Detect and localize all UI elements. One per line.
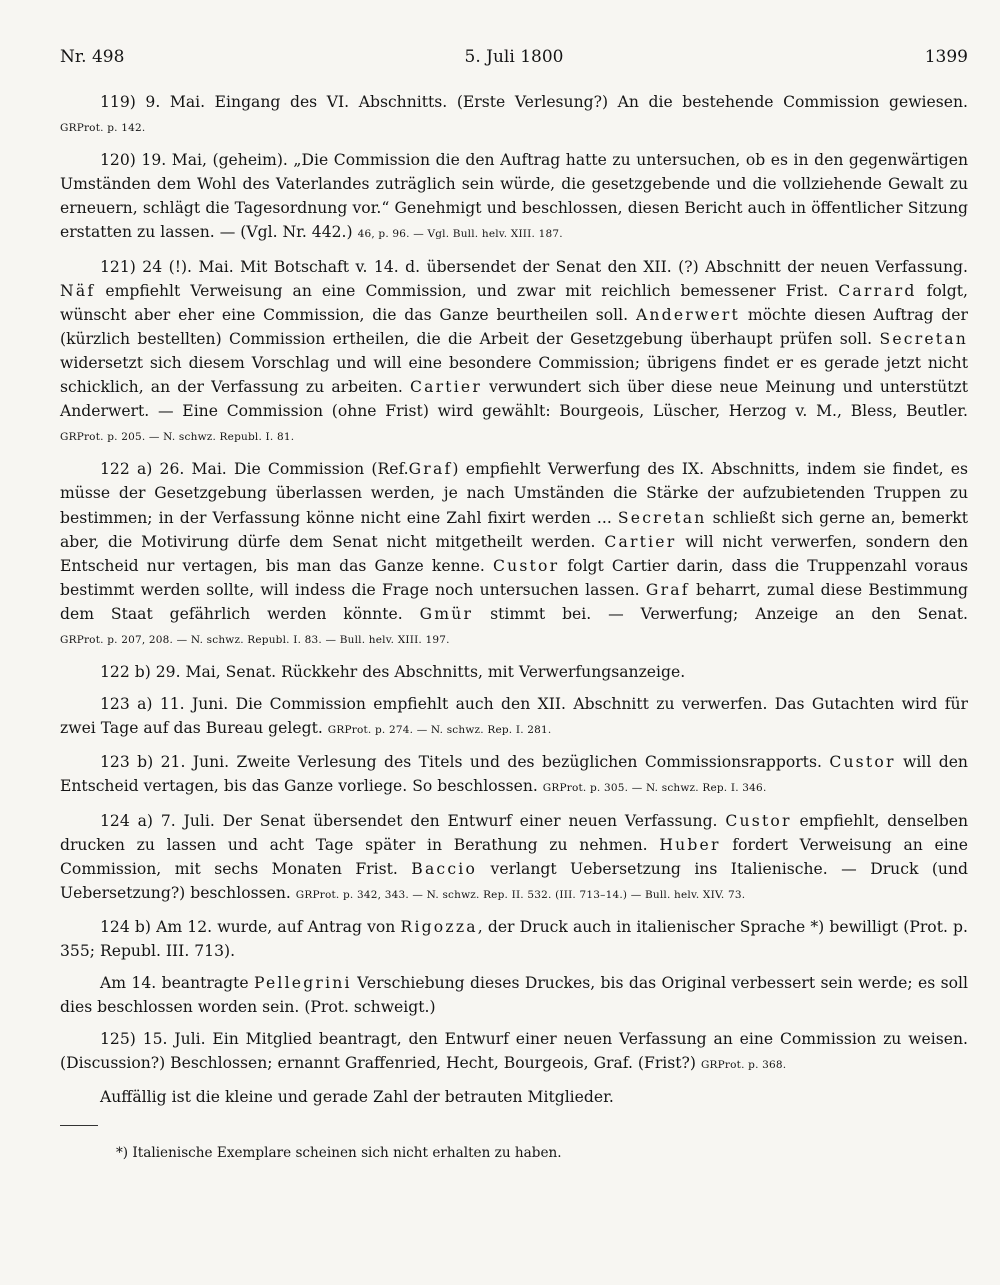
person-name: Custor: [829, 753, 896, 772]
footnote: *) Italienische Exemplare scheinen sich nicht erhalten zu haben.: [116, 1145, 562, 1161]
citation: GRProt. p. 207, 208. — N. schwz. Republ. I. 83. — Bull. helv. XIII. 197.: [60, 633, 450, 646]
person-name: Gmür: [419, 604, 474, 623]
paragraph-122b: 122 b) 29. Mai, Senat. Rückkehr des Abschnitts, mit Verwerfungsanzeige.: [100, 663, 686, 682]
person-name: Näf: [60, 281, 96, 300]
person-name: Custor: [725, 811, 792, 830]
citation: GRProt. p. 274. — N. schwz. Rep. I. 281.: [327, 724, 552, 737]
person-name: Baccio: [411, 859, 478, 878]
person-name: Huber: [659, 835, 721, 854]
citation: GRProt. p. 368.: [700, 1059, 787, 1072]
header-date: 5. Juli 1800: [464, 47, 564, 67]
paragraph-123a: 123 a) 11. Juni. Die Commission empfiehlt auch den XII. Abschnitt zu verwerfen. Das Gutachten wird für zwei Tage auf das Bureau gelegt. GRProt. p. 274. — N. schwz. Rep. I. 281.: [60, 695, 968, 738]
paragraph-124a: 124 a) 7. Juli. Der Senat übersendet den Entwurf einer neuen Verfassung. Custor empfiehlt, denselben drucken zu lassen und acht Tage später in Berathung zu nehmen. Huber fordert Verweisung an eine Commission, mit sechs Monaten Frist. Baccio verlangt Uebersetzung ins Italienische. — Druck (und Uebersetzung?) beschlossen. GRProt. p. 342, 343. — N. schwz. Rep. II. 532. (III. 713–14.) — Bull. helv. XIV. 73.: [60, 811, 969, 902]
citation: GRProt. p. 142.: [60, 122, 146, 135]
paragraph-124b: 124 b) Am 12. wurde, auf Antrag von Rigozza, der Druck auch in italienischer Sprache *) bewilligt (Prot. p. 355; Republ. III. 713).: [60, 917, 968, 960]
person-name: Secretan: [879, 329, 968, 348]
person-name: Cartier: [604, 532, 677, 551]
citation: 46, p. 96. — Vgl. Bull. helv. XIII. 187.: [357, 228, 563, 241]
document-body: [60, 90, 968, 1118]
person-name: Graf: [408, 460, 453, 479]
paragraph-125-note: Auffällig ist die kleine und gerade Zahl der betrauten Mitglieder.: [100, 1088, 614, 1107]
paragraph-123b: 123 b) 21. Juni. Zweite Verlesung des Titels und des bezüglichen Commissionsrapports. Custor will den Entscheid vertagen, bis das Ganze vorliege. So beschlossen. GRProt. p. 305. — N. schwz. Rep. I. 346.: [60, 753, 968, 796]
person-name: Cartier: [409, 378, 482, 397]
running-header: [60, 47, 968, 73]
citation: GRProt. p. 205. — N. schwz. Republ. I. 81.: [60, 431, 295, 444]
paragraph-119: 119) 9. Mai. Eingang des VI. Abschnitts. (Erste Verlesung?) An die bestehende Commission gewiesen. GRProt. p. 142.: [60, 93, 968, 135]
paragraph-121: 121) 24 (!). Mai. Mit Botschaft v. 14. d. übersendet der Senat den XII. (?) Abschnitt der neuen Verfassung. Näf empfiehlt Verweisung an eine Commission, und zwar mit reichlich bemessener Frist. Carrard folgt, wünscht aber eher eine Commission, die das Ganze beurtheilen soll. Anderwert möchte diesen Auftrag der (kürzlich bestellten) Commission ertheilen, die die Arbeit der Gesetzgebung überhaupt prüfen soll. Secretan widersetzt sich diesem Vorschlag und will eine besondere Commission; übrigens findet er es gerade jetzt nicht schicklich, an der Verfassung zu arbeiten. Cartier verwundert sich über diese neue Meinung und unterstützt Anderwert. — Eine Commission (ohne Frist) wird gewählt: Bourgeois, Lüscher, Herzog v. M., Bless, Beutler. GRProt. p. 205. — N. schwz. Republ. I. 81.: [60, 257, 968, 444]
citation: GRProt. p. 305. — N. schwz. Rep. I. 346.: [542, 782, 767, 795]
person-name: Custor: [492, 556, 560, 575]
person-name: Pellegrini: [254, 974, 352, 993]
person-name: Carrard: [838, 281, 917, 300]
citation: GRProt. p. 342, 343. — N. schwz. Rep. II. 532. (III. 713–14.) — Bull. helv. XIV. 73.: [295, 888, 746, 901]
document-number: Nr. 498: [60, 47, 125, 67]
paragraph-124c: Am 14. beantragte Pellegrini Verschiebung dieses Druckes, bis das Original verbessert sein werde; es soll dies beschlossen worden sein. (Prot. schweigt.): [60, 974, 968, 1017]
paragraph-120: 120) 19. Mai, (geheim). „Die Commission die den Auftrag hatte zu untersuchen, ob es in den gegenwärtigen Umständen dem Wohl des Vaterlandes zuträglich sein würde, die gesetzgebende und die vollziehende Gewalt zu erneuern, schlägt die Tagesordnung vor.“ Genehmigt und beschlossen, diesen Bericht auch in öffentlicher Sitzung erstatten zu lassen. — (Vgl. Nr. 442.) 46, p. 96. — Vgl. Bull. helv. XIII. 187.: [60, 151, 968, 242]
paragraph-125: 125) 15. Juli. Ein Mitglied beantragt, den Entwurf einer neuen Verfassung an eine Commission zu weisen. (Discussion?) Beschlossen; ernannt Graffenried, Hecht, Bourgeois, Graf. (Frist?) GRProt. p. 368.: [60, 1030, 968, 1073]
person-name: Anderwert: [635, 305, 741, 324]
person-name: Rigozza: [400, 917, 478, 936]
person-name: Graf: [645, 580, 690, 599]
paragraph-122a: 122 a) 26. Mai. Die Commission (Ref.Graf) empfiehlt Verwerfung des IX. Abschnitts, indem sie findet, es müsse der Gesetzgebung überlassen werden, je nach Umständen die Stärke der aufzubietenden Truppen zu bestimmen; in der Verfassung könne nicht eine Zahl fixirt werden ... Secretan schließt sich gerne an, bemerkt aber, die Motivirung dürfe dem Senat nicht mitgetheilt werden. Cartier will nicht verwerfen, sondern den Entscheid nur vertagen, bis man das Ganze kenne. Custor folgt Cartier darin, dass die Truppenzahl voraus bestimmt werden sollte, will indess die Frage noch untersuchen lassen. Graf beharrt, zumal diese Bestimmung dem Staat gefährlich werden könnte. Gmür stimmt bei. — Verwerfung; Anzeige an den Senat. GRProt. p. 207, 208. — N. schwz. Republ. I. 83. — Bull. helv. XIII. 197.: [60, 460, 968, 646]
page-number: 1399: [924, 47, 968, 67]
person-name: Secretan: [617, 508, 707, 527]
footnote-rule: [60, 1125, 98, 1126]
